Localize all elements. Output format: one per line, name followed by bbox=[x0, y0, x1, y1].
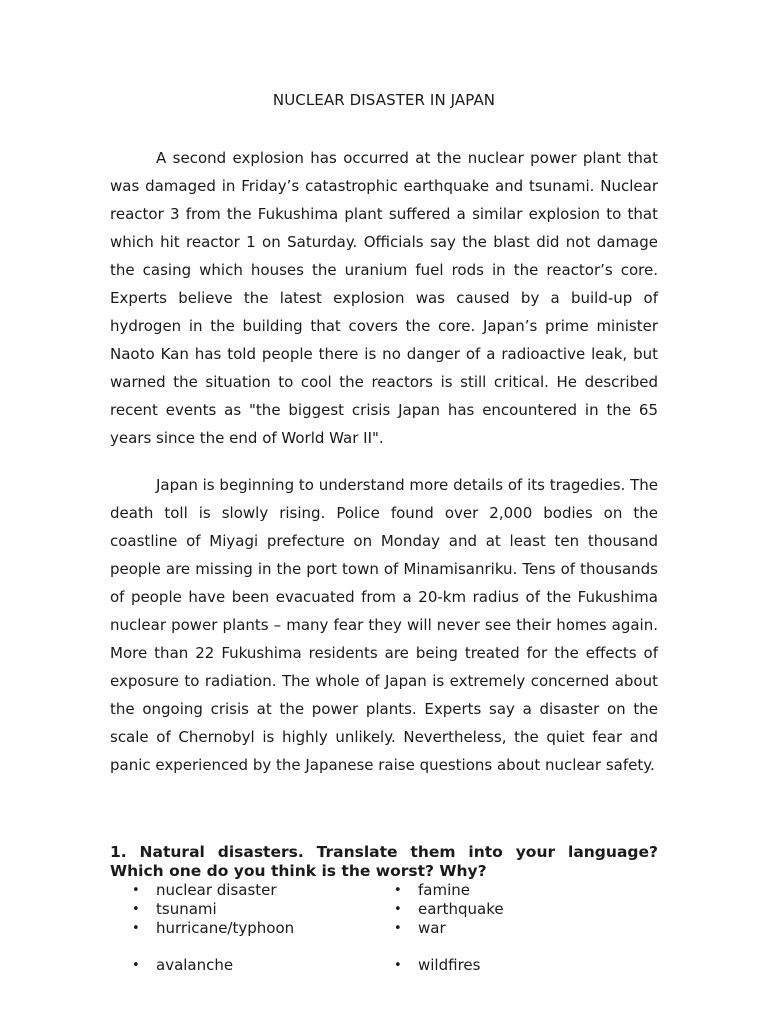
list-item bbox=[132, 919, 295, 938]
list-item bbox=[394, 919, 446, 938]
list-item-label: earthquake bbox=[418, 900, 504, 918]
paragraph-2: Japan is beginning to understand more details of its tragedies. The death toll is slowly rising. Police found over 2,000 bodies on the coastline of Miyagi prefecture on Monday and at least ten thousand people are missing in the port town of Minamisanriku. Tens of thousands of people have been evacuated from a 20-km radius of the Fukushima nuclear power plants – many fear they will never see their homes again. More than 22 Fukushima residents are being treated for the effects of exposure to radiation. The whole of Japan is extremely concerned about the ongoing crisis at the power plants. Experts say a disaster on the scale of Chernobyl is highly unlikely. Nevertheless, the quiet fear and panic experienced by the Japanese raise questions about nuclear safety. bbox=[110, 476, 658, 774]
list-item bbox=[132, 881, 277, 900]
bullet-icon: • bbox=[394, 958, 402, 973]
bullet-icon: • bbox=[132, 958, 140, 973]
list-item bbox=[394, 881, 470, 900]
paragraph-1: A second explosion has occurred at the nuclear power plant that was damaged in Friday’s catastrophic earthquake and tsunami. Nuclear reactor 3 from the Fukushima plant suffered a similar explosion to that which hit reactor 1 on Saturday. Officials say the blast did not damage the casing which houses the uranium fuel rods in the reactor’s core. Experts believe the latest explosion was caused by a build-up of hydrogen in the building that covers the core. Japan’s prime minister Naoto Kan has told people there is no danger of a radioactive leak, but warned the situation to cool the reactors is still critical. He described recent events as "the biggest crisis Japan has encountered in the 65 years since the end of World War II". bbox=[110, 149, 658, 447]
bullet-icon: • bbox=[132, 921, 140, 936]
bullet-icon: • bbox=[132, 902, 140, 917]
list-item-label: hurricane/typhoon bbox=[156, 919, 295, 937]
list-item bbox=[132, 956, 234, 975]
bullet-icon: • bbox=[394, 921, 402, 936]
list-item-label: wildfires bbox=[418, 956, 481, 974]
list-item bbox=[394, 900, 504, 919]
bullet-icon: • bbox=[394, 902, 402, 917]
exercise-question: 1. Natural disasters. Translate them into your language? Which one do you think is the worst? Why? bbox=[110, 843, 658, 880]
list-item-label: tsunami bbox=[156, 900, 217, 918]
list-item bbox=[394, 956, 481, 975]
document-title: NUCLEAR DISASTER IN JAPAN bbox=[272, 91, 496, 109]
bullet-icon: • bbox=[394, 883, 402, 898]
bullet-icon: • bbox=[132, 883, 140, 898]
list-item-label: avalanche bbox=[156, 956, 234, 974]
list-item-label: famine bbox=[418, 881, 470, 899]
list-item bbox=[132, 900, 217, 919]
list-item-label: nuclear disaster bbox=[156, 881, 277, 899]
list-item-label: war bbox=[418, 919, 446, 937]
